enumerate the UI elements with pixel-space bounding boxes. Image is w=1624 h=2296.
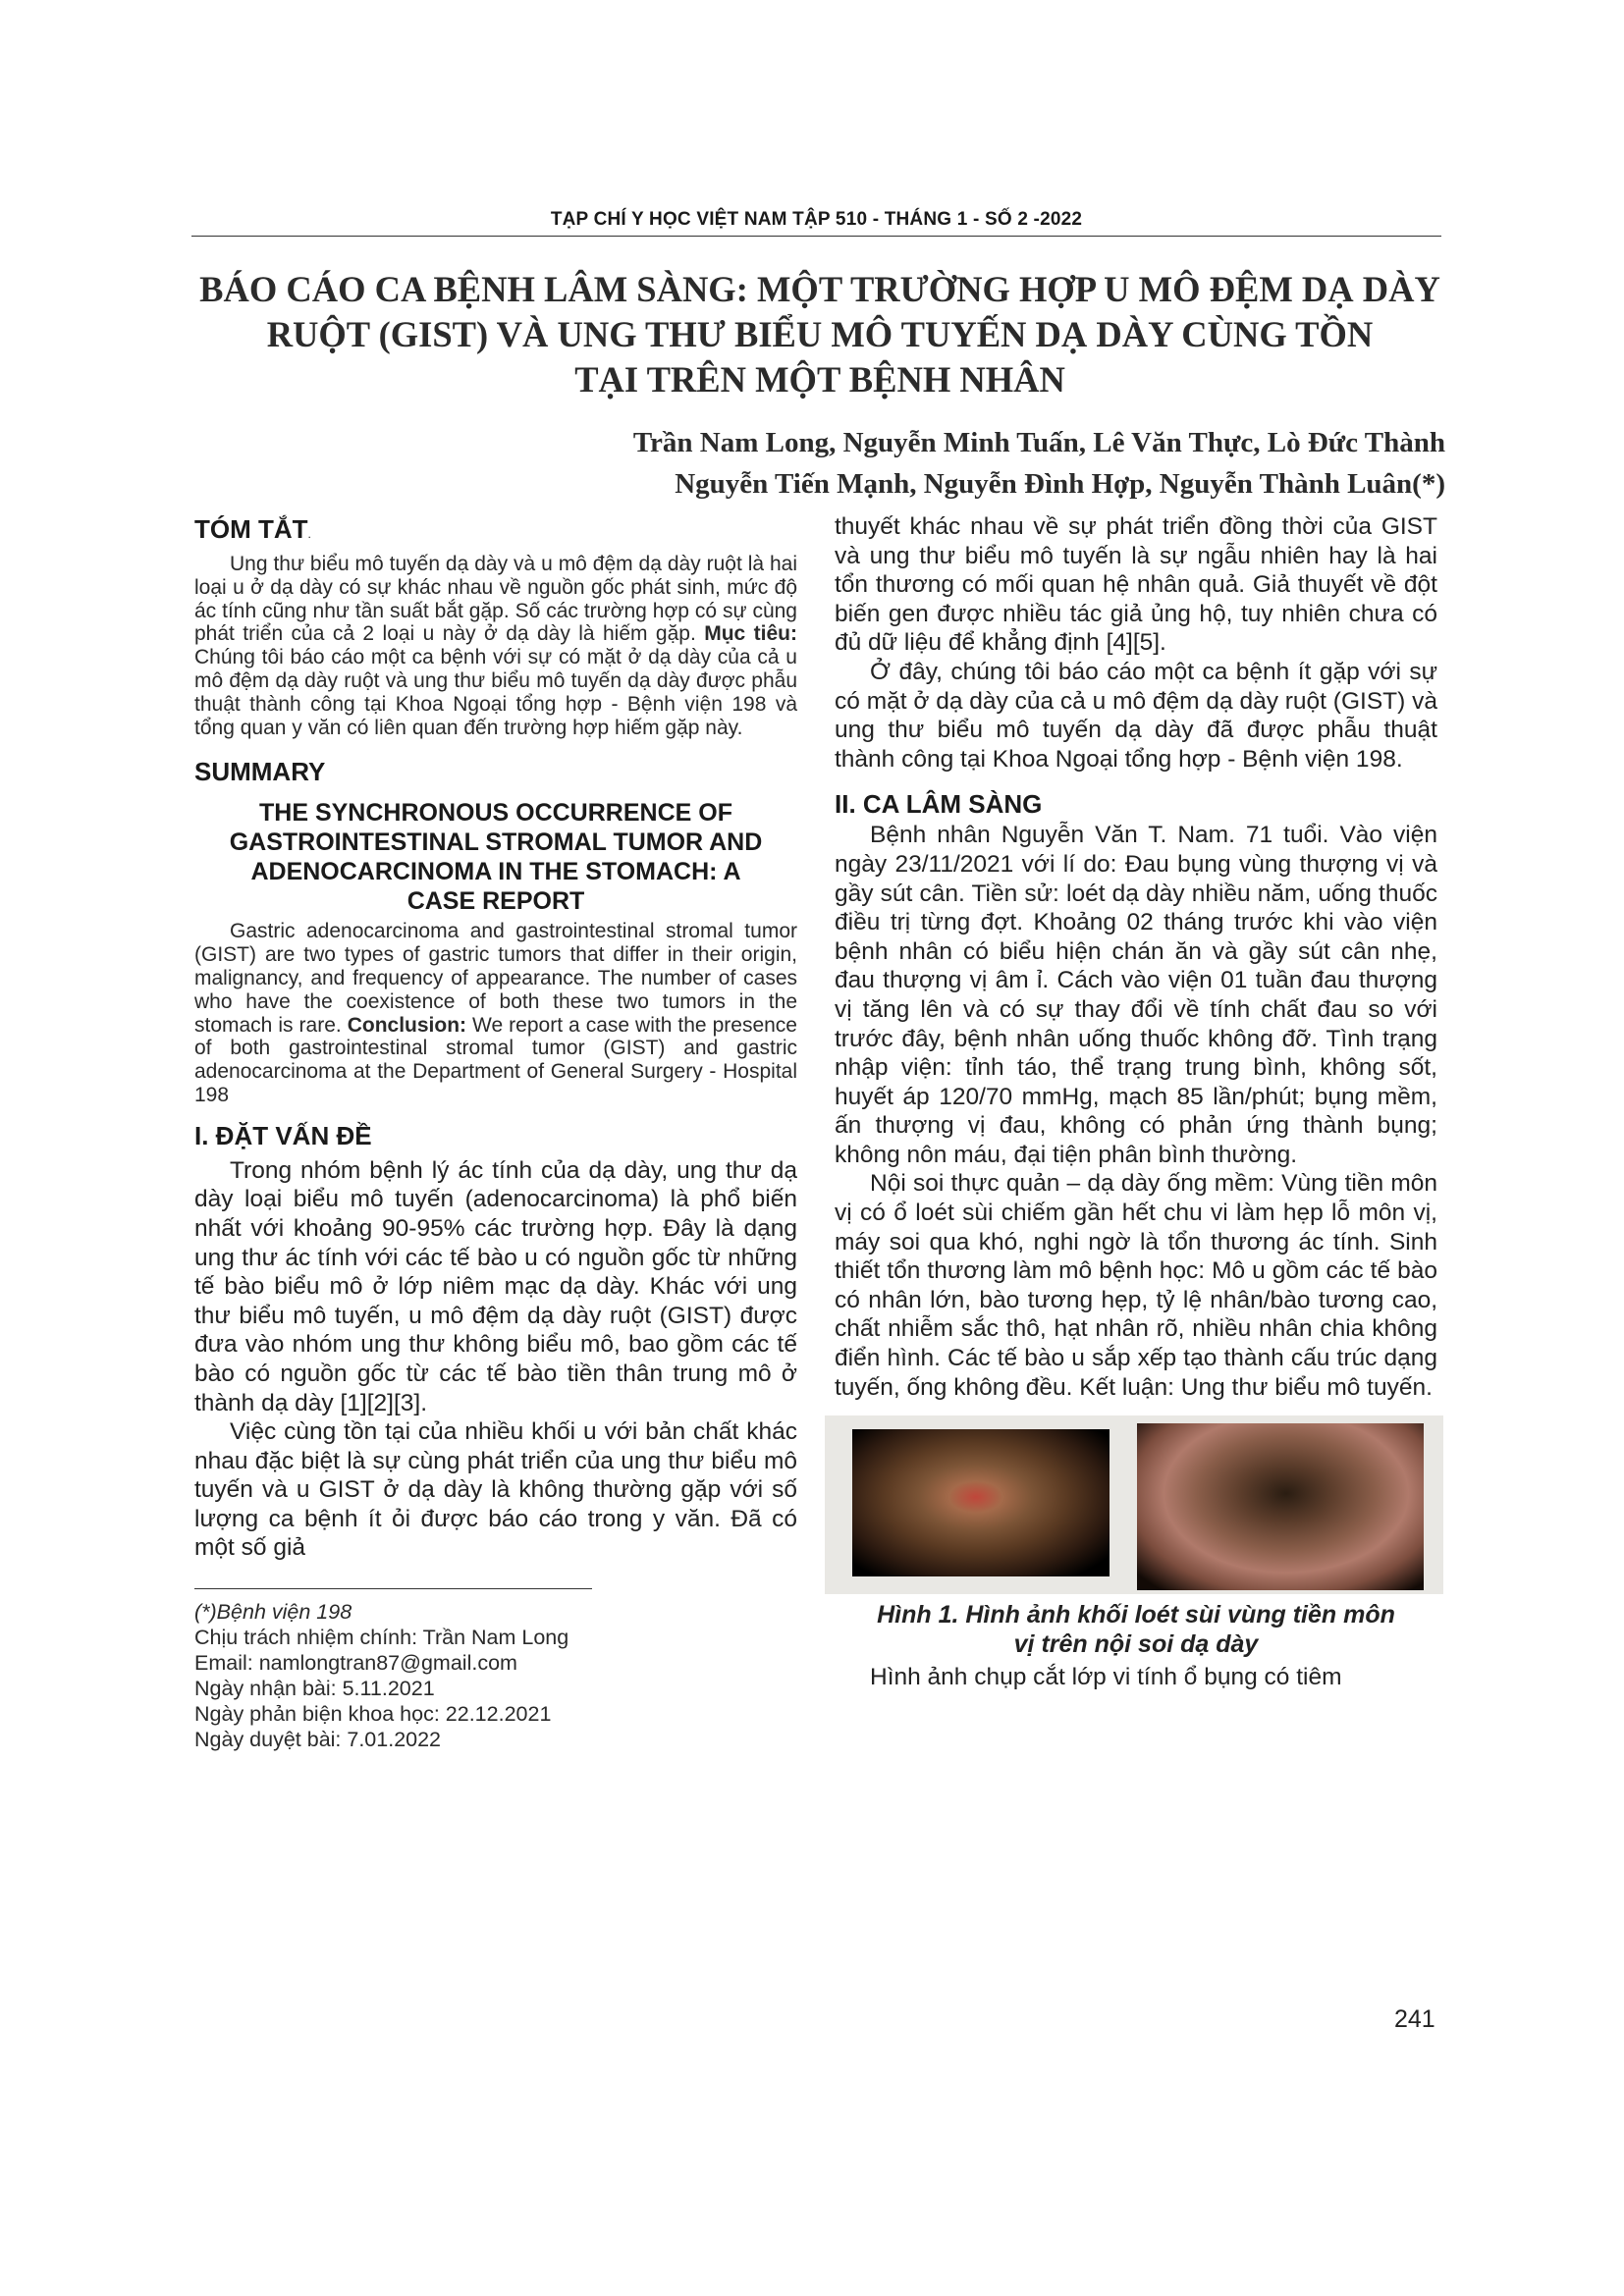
ct-paragraph: Hình ảnh chụp cắt lớp vi tính ổ bụng có tiêm <box>870 1664 1342 1691</box>
page-number: 241 <box>1394 2005 1435 2033</box>
endoscopy-image-left <box>852 1429 1110 1576</box>
endoscopy-paragraph: Nội soi thực quản – dạ dày ống mềm: Vùng tiền môn vị có ổ loét sùi chiếm gần hết chu vi làm hẹp lỗ môn vị, máy soi qua khó, nghi ngờ là tổn thương ác tính. Sinh thiết tổn thương làm mô bệnh học: Mô u gồm các tế bào có nhân lớn, bào tương hẹp, tỷ lệ nhân/bào tương cao, chất nhiễm sắc thô, hạt nhân rõ, nhiều nhân chia không điển hình. Các tế bào u sắp xếp tạo thành cấu trúc dạng tuyến, ống không đều. Kết luận: Ung thư biểu mô tuyến. <box>835 1170 1437 1401</box>
left-column <box>194 512 797 1752</box>
conclusion-label: Conclusion: <box>347 1013 467 1037</box>
title-line: RUỘT (GIST) VÀ UNG THƯ BIỂU MÔ TUYẾN DẠ DÀY CÙNG TỒN <box>266 314 1374 354</box>
footnote-rule <box>194 1588 592 1589</box>
right-column <box>835 512 1437 1692</box>
summary-text: Gastric adenocarcinoma and gastrointestinal stromal tumor (GIST) are two types of gastric tumors that differ in their origin, malignancy, and frequency of appearance. The number of cases who have the coexistence of both these two tumors in the stomach is rare. Conclusion: We report a case with the presence of both gastrointestinal stromal tumor (GIST) and gastric adenocarcinoma at the Department of General Surgery - Hospital 198 <box>194 920 797 1106</box>
abstract-text: Ung thư biểu mô tuyến dạ dày và u mô đệm dạ dày ruột là hai loại u ở dạ dày có sự khác nhau về nguồn gốc phát sinh, mức độ ác tính cũng như tần suất bắt gặp. Số các trường hợp có sự cùng phát triển của cả 2 loại u này ở dạ dày là hiếm gặp. Mục tiêu: Chúng tôi báo cáo một ca bệnh với sự có mặt ở dạ dày của cả u mô đệm dạ dày ruột và ung thư biểu mô tuyến dạ dày được phẫu thuật thành công tại Khoa Ngoại tổng hợp - Bệnh viện 198 và tổng quan y văn có liên quan đến trường hợp hiếm gặp này. <box>194 553 797 739</box>
case-paragraph: Bệnh nhân Nguyễn Văn T. Nam. 71 tuổi. Vào viện ngày 23/11/2021 với lí do: Đau bụng vùng thượng vị và gầy sút cân. Tiền sử: loét dạ dày nhiều năm, uống thuốc điều trị từng đợt. Khoảng 02 tháng trước khi vào viện bệnh nhân có biểu hiện chán ăn và gầy sút cân nhẹ, đau thượng vị âm ỉ. Cách vào viện 01 tuần đau thượng vị tăng lên và có sự thay đổi về tính chất đau so với trước đây, bệnh nhân uống thuốc không đỡ. Tình trạng nhập viện: tỉnh táo, thể trạng trung bình, không sốt, huyết áp 120/70 mmHg, mạch 85 lần/phút; bụng mềm, ấn thượng vị đau, không có phản ứng thành bụng; không nôn máu, đại tiện phân bình thường. <box>835 822 1437 1168</box>
article-title <box>167 267 1473 402</box>
footnotes <box>194 1599 797 1752</box>
running-head: TẠP CHÍ Y HỌC VIỆT NAM TẬP 510 - THÁNG 1 - SỐ 2 -2022 <box>550 209 1083 230</box>
english-title: THE SYNCHRONOUS OCCURRENCE OF GASTROINTESTINAL STROMAL TUMOR AND ADENOCARCINOMA IN THE STOMACH: A CASE REPORT <box>229 799 763 916</box>
section-1-paragraph: Trong nhóm bệnh lý ác tính của dạ dày, ung thư dạ dày loại biểu mô tuyến (adenocarcinoma) là phổ biến nhất với khoảng 90-95% các trường hợp. Đây là dạng ung thư ác tính với các tế bào u có nguồn gốc từ những tế bào biểu mô ở lớp niêm mạc dạ dày. Khác với ung thư biểu mô tuyến, u mô đệm dạ dày ruột (GIST) được đưa vào nhóm ung thư không biểu mô, bao gồm các tế bào có nguồn gốc từ các tế bào tiền thân trung mô ở thành dạ dày [1][2][3]. <box>194 1156 797 1416</box>
footnote-responsible: Chịu trách nhiệm chính: Trần Nam Long <box>194 1626 569 1650</box>
section-1-paragraph: Việc cùng tồn tại của nhiều khối u với bản chất khác nhau đặc biệt là sự cùng phát triển của ung thư biểu mô tuyến và u GIST ở dạ dày là không thường gặp với số lượng ca bệnh ít ỏi được báo cáo trong y văn. Đã có một số giả <box>194 1418 797 1562</box>
footnote-accepted: Ngày duyệt bài: 7.01.2022 <box>194 1728 442 1752</box>
intro-continuation: thuyết khác nhau về sự phát triển đồng thời của GIST và ung thư biểu mô tuyến là sự ngẫu nhiên hay là hai tổn thương có mối quan hệ nhân quả. Giả thuyết về đột biến gen được nhiều tác giả ủng hộ, tuy nhiên chưa có đủ dữ liệu để khẳng định [4][5]. <box>835 513 1437 657</box>
endoscopy-figure <box>825 1415 1443 1594</box>
intro-paragraph: Ở đây, chúng tôi báo cáo một ca bệnh ít gặp với sự có mặt ở dạ dày của cả u mô đệm dạ dày ruột (GIST) và ung thư biểu mô tuyến dạ dày đã được phẫu thuật thành công tại Khoa Ngoại tổng hợp - Bệnh viện 198. <box>835 658 1437 773</box>
footnote-affiliation: (*)Bệnh viện 198 <box>194 1600 352 1625</box>
title-line: TẠI TRÊN MỘT BỆNH NHÂN <box>574 359 1065 400</box>
section-2-heading: II. CA LÂM SÀNG <box>835 789 1043 820</box>
objective-label: Mục tiêu: <box>704 622 797 646</box>
figure-caption: Hình 1. Hình ảnh khối loét sùi vùng tiền môn vị trên nội soi dạ dày <box>877 1601 1395 1659</box>
footnote-reviewed: Ngày phản biện khoa học: 22.12.2021 <box>194 1702 552 1727</box>
footnote-email: Email: namlongtran87@gmail.com <box>194 1651 517 1676</box>
endoscopy-image-right <box>1137 1423 1424 1590</box>
author-list <box>633 422 1445 505</box>
abstract-heading: TÓM TẮT. <box>194 514 311 544</box>
summary-heading: SUMMARY <box>194 757 326 787</box>
author-line: Trần Nam Long, Nguyễn Minh Tuấn, Lê Văn Thực, Lò Đức Thành <box>632 427 1445 458</box>
header-rule <box>191 236 1441 237</box>
title-line: BÁO CÁO CA BỆNH LÂM SÀNG: MỘT TRƯỜNG HỢP U MÔ ĐỆM DẠ DÀY <box>199 269 1440 309</box>
section-1-heading: I. ĐẶT VẤN ĐỀ <box>194 1120 372 1150</box>
author-line: Nguyễn Tiến Mạnh, Nguyễn Đình Hợp, Nguyễn Thành Luân(*) <box>675 468 1445 500</box>
footnote-received: Ngày nhận bài: 5.11.2021 <box>194 1677 435 1701</box>
